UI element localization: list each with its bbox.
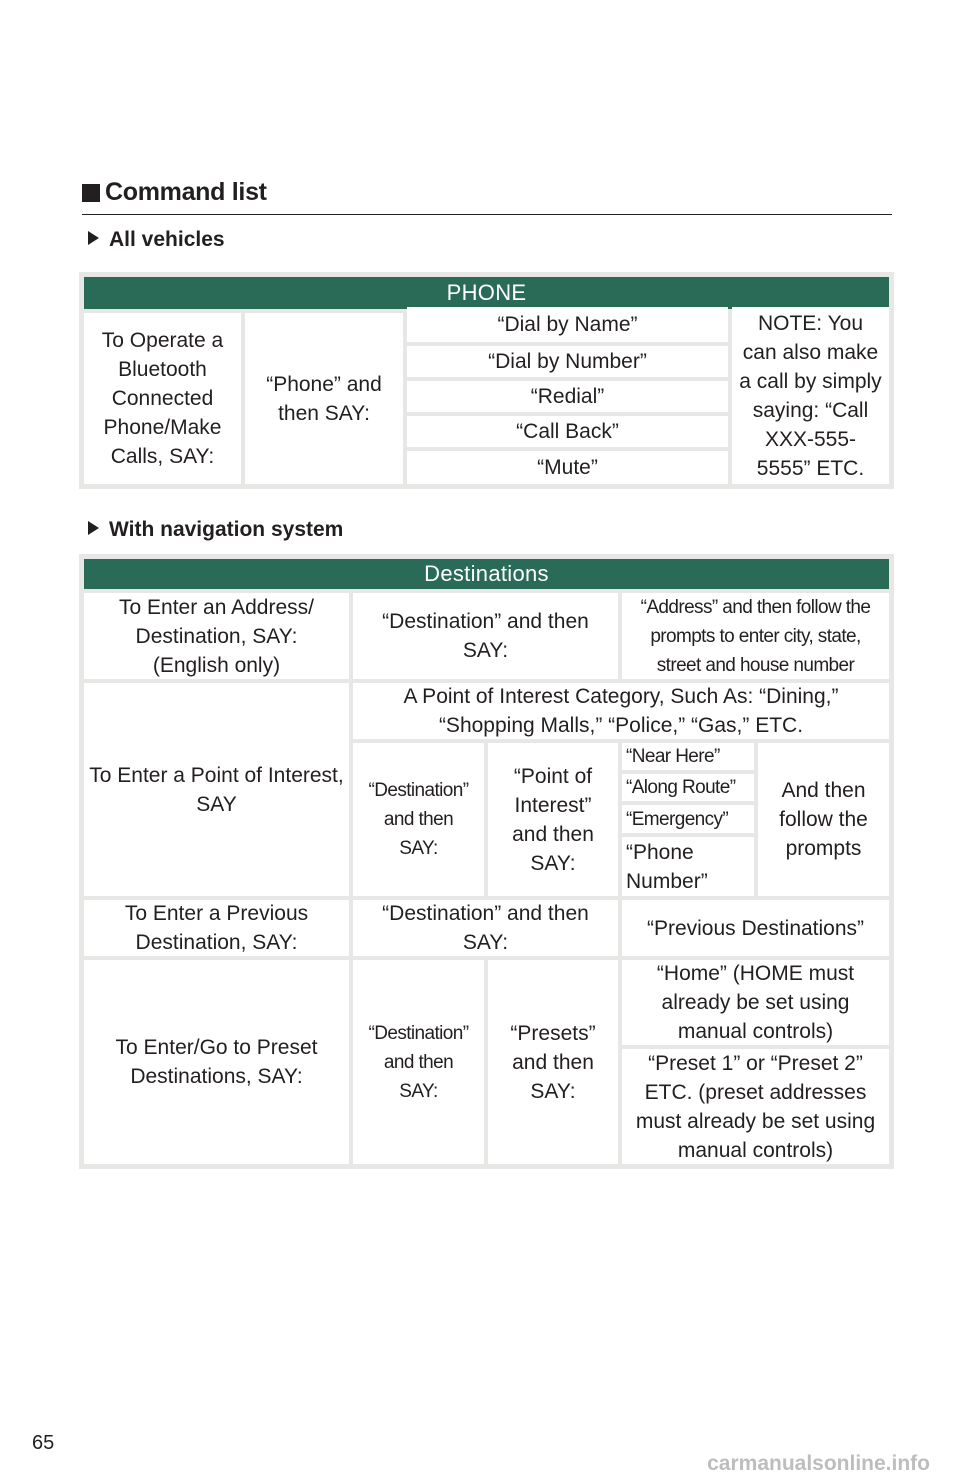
preset-number-cell: “Preset 1” or “Preset 2” ETC. (preset addresses must already be set using manual controls) (622, 1049, 889, 1164)
previous-command-cell: “Destination” and then SAY: (353, 900, 618, 956)
square-bullet-icon (82, 184, 100, 202)
destinations-table-header: Destinations (84, 559, 889, 589)
poi-option-near-here: “Near Here” (622, 743, 754, 770)
phone-command-redial: “Redial” (407, 381, 728, 412)
poi-follow-prompts-cell: And then follow the prompts (758, 743, 889, 896)
subheading-all-vehicles (88, 228, 225, 252)
triangle-right-icon (88, 521, 99, 535)
subheading-navigation (88, 518, 343, 542)
page-number: 65 (32, 1432, 55, 1454)
preset-destination-cell: “Destination” and then SAY: (353, 960, 484, 1164)
section-heading-text: Command list (105, 178, 267, 206)
phone-table (79, 272, 894, 489)
phone-command-dial-name: “Dial by Name” (407, 307, 728, 342)
address-detail-cell: “Address” and then follow the prompts to enter city, state, street and house number (622, 593, 889, 679)
previous-detail-cell: “Previous Destinations” (622, 900, 889, 956)
subheading-all-vehicles-text: All vehicles (109, 228, 225, 251)
poi-destination-cell: “Destination” and then SAY: (353, 743, 484, 896)
address-label-cell: To Enter an Address/ Destination, SAY: (English only) (84, 593, 349, 679)
section-heading (82, 178, 892, 215)
phone-command-dial-number: “Dial by Number” (407, 346, 728, 377)
poi-option-emergency: “Emergency” (622, 805, 754, 833)
poi-category-note-cell: A Point of Interest Category, Such As: “Dining,” “Shopping Malls,” “Police,” “Gas,” ETC. (353, 683, 889, 739)
preset-command-cell: “Presets” and then SAY: (488, 960, 618, 1164)
subheading-navigation-text: With navigation system (109, 518, 344, 541)
phone-operate-cell: To Operate a Bluetooth Connected Phone/Make Calls, SAY: (84, 313, 241, 484)
previous-label-cell: To Enter a Previous Destination, SAY: (84, 900, 349, 956)
phone-table-header: PHONE (84, 277, 889, 309)
watermark: carmanualsonline.info (707, 1452, 930, 1475)
poi-option-phone-number: “Phone Number” (622, 837, 754, 896)
poi-command-cell: “Point of Interest” and then SAY: (488, 743, 618, 896)
phone-and-then-cell: “Phone” and then SAY: (245, 313, 403, 484)
poi-label-cell: To Enter a Point of Interest, SAY (84, 683, 349, 896)
triangle-right-icon (88, 231, 99, 245)
destinations-table (79, 554, 894, 1169)
phone-command-mute: “Mute” (407, 451, 728, 484)
preset-label-cell: To Enter/Go to Preset Destinations, SAY: (84, 960, 349, 1164)
address-command-cell: “Destination” and then SAY: (353, 593, 618, 679)
preset-home-cell: “Home” (HOME must already be set using manual controls) (622, 960, 889, 1045)
phone-note-cell: NOTE: You can also make a call by simply saying: “Call XXX-555- 5555” ETC. (732, 307, 889, 484)
phone-command-call-back: “Call Back” (407, 416, 728, 447)
poi-option-along-route: “Along Route” (622, 774, 754, 801)
